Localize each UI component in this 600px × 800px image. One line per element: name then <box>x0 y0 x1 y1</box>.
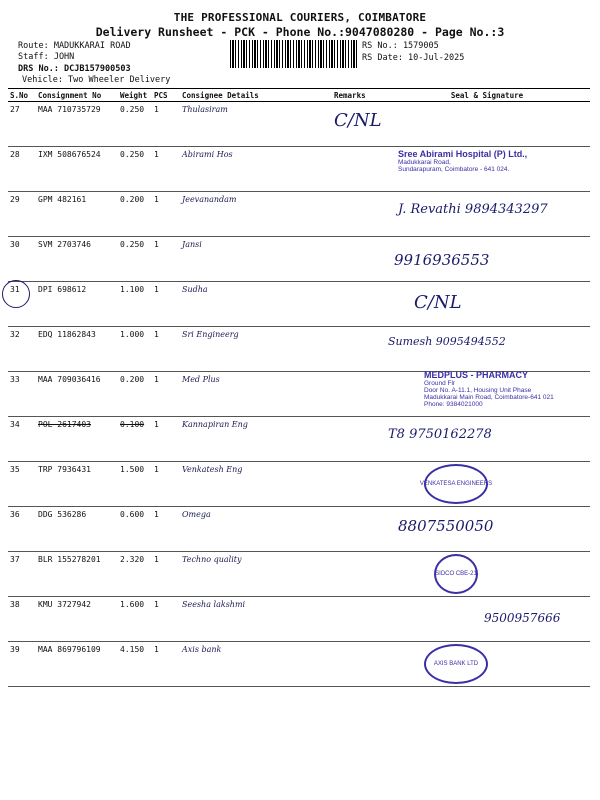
pcs: 1 <box>152 597 180 642</box>
handwritten-note: J. Revathi 9894343297 <box>398 202 548 217</box>
pcs: 1 <box>152 642 180 687</box>
sno: 27 <box>8 102 36 147</box>
table-row <box>8 462 590 507</box>
handwritten-note: 8807550050 <box>398 517 494 535</box>
table-header-row <box>8 89 590 102</box>
hospital-stamp: Sree Abirami Hospital (P) Ltd., Madukkarai Road, Sundarapuram, Coimbatore - 641 024. <box>398 149 528 173</box>
consignee: Seesha lakshmi <box>180 597 332 642</box>
sno: 39 <box>8 642 36 687</box>
drs-number: DRS No.: DCJB157900503 <box>18 64 131 74</box>
consignee: Omega <box>180 507 332 552</box>
col-consignee: Consignee Details <box>180 89 332 102</box>
consignee: Sudha <box>180 282 332 327</box>
signature <box>384 147 590 192</box>
pcs: 1 <box>152 282 180 327</box>
consignment-no: SVM 2703746 <box>36 237 118 282</box>
handwritten-note: C/NL <box>334 110 382 131</box>
company-name: THE PROFESSIONAL COURIERS, COIMBATORE <box>173 11 427 24</box>
col-remarks: Remarks <box>332 89 384 102</box>
handwritten-note: 9500957666 <box>484 611 561 625</box>
pcs: 1 <box>152 327 180 372</box>
sno: 37 <box>8 552 36 597</box>
handwritten-note: T8 9750162278 <box>388 427 492 442</box>
pcs: 1 <box>152 552 180 597</box>
consignment-no: DDG 536286 <box>36 507 118 552</box>
staff-label: Staff: JOHN <box>18 52 75 62</box>
consignment-no: TRP 7936431 <box>36 462 118 507</box>
pharmacy-stamp: MEDPLUS - PHARMACY Ground Flr Door No. A-11.1, Housing Unit Phase Madukkarai Main Road, Coimbatore-641 021 Phone: 9384021000 <box>424 370 554 408</box>
col-sno: S.No <box>8 89 36 102</box>
consignment-no: MAA 710735729 <box>36 102 118 147</box>
consignment-no: MAA 869796109 <box>36 642 118 687</box>
remarks <box>332 192 384 237</box>
consignee: Med Plus <box>180 372 332 417</box>
barcode <box>230 40 358 68</box>
weight: 4.150 <box>118 642 152 687</box>
remarks <box>332 237 384 282</box>
consignee: Techno quality <box>180 552 332 597</box>
consignment-no: DPI 698612 <box>36 282 118 327</box>
bank-stamp: AXIS BANK LTD <box>424 644 488 684</box>
signature <box>334 102 590 147</box>
pcs: 1 <box>152 372 180 417</box>
remarks <box>332 372 384 417</box>
consignee: Kannapiran Eng <box>180 417 332 462</box>
circle-mark <box>2 280 30 308</box>
remarks <box>332 417 384 462</box>
weight: 0.200 <box>118 192 152 237</box>
handwritten-note: 9916936553 <box>394 251 490 269</box>
table-row <box>8 642 590 687</box>
remarks <box>332 327 384 372</box>
weight: 0.250 <box>118 102 152 147</box>
sno: 33 <box>8 372 36 417</box>
consignee: Jansi <box>180 237 332 282</box>
pcs: 1 <box>152 237 180 282</box>
sno: 38 <box>8 597 36 642</box>
signature <box>384 597 590 642</box>
remarks <box>332 507 384 552</box>
table-row <box>8 282 590 327</box>
weight: 1.100 <box>118 282 152 327</box>
weight: 1.500 <box>118 462 152 507</box>
table-row <box>8 507 590 552</box>
consignment-no: MAA 709036416 <box>36 372 118 417</box>
signature <box>384 282 590 327</box>
sno: 29 <box>8 192 36 237</box>
consignment-no: BLR 155278201 <box>36 552 118 597</box>
col-consignment: Consignment No <box>36 89 118 102</box>
sno: 36 <box>8 507 36 552</box>
table-row <box>8 597 590 642</box>
sno: 35 <box>8 462 36 507</box>
col-signature: Seal & Signature <box>384 89 590 102</box>
remarks <box>332 147 384 192</box>
pcs: 1 <box>152 462 180 507</box>
vehicle-label: Vehicle: Two Wheeler Delivery <box>22 75 171 85</box>
signature <box>384 462 590 507</box>
handwritten-note: Sumesh 9095494552 <box>388 335 506 348</box>
engineers-stamp: VENKATESA ENGINEERS <box>424 464 488 504</box>
consignee: Sri Engineerg <box>180 327 332 372</box>
sno: 34 <box>8 417 36 462</box>
consignee: Venkatesh Eng <box>180 462 332 507</box>
pcs: 1 <box>152 102 180 147</box>
route-label: Route: MADUKKARAI ROAD <box>18 41 131 51</box>
rs-date: RS Date: 10-Jul-2025 <box>362 53 465 63</box>
sidco-stamp: SIDCO CBE-21 <box>434 554 478 594</box>
runsheet-title: Delivery Runsheet - PCK - Phone No.:9047080280 - Page No.:3 <box>95 25 505 39</box>
table-row <box>8 102 590 147</box>
weight: 0.100 <box>118 417 152 462</box>
consignee: Thulasiram <box>180 102 332 147</box>
runsheet-table <box>8 88 590 687</box>
weight: 0.250 <box>118 147 152 192</box>
table-row <box>8 327 590 372</box>
pcs: 1 <box>152 417 180 462</box>
weight: 1.600 <box>118 597 152 642</box>
consignment-no: POL 2617403 <box>36 417 118 462</box>
table-row <box>8 372 590 417</box>
signature <box>384 507 590 552</box>
consignee: Axis bank <box>180 642 332 687</box>
weight: 0.600 <box>118 507 152 552</box>
remarks <box>332 552 384 597</box>
handwritten-note: C/NL <box>414 292 462 313</box>
pcs: 1 <box>152 507 180 552</box>
table-row <box>8 417 590 462</box>
signature <box>384 417 590 462</box>
remarks <box>332 597 384 642</box>
consignment-no: EDQ 11862843 <box>36 327 118 372</box>
signature <box>384 372 590 417</box>
remarks <box>332 642 384 687</box>
signature <box>384 552 590 597</box>
table-row <box>8 552 590 597</box>
sno: 28 <box>8 147 36 192</box>
remarks <box>332 462 384 507</box>
col-weight: Weight <box>118 89 152 102</box>
sno: 31 <box>8 282 36 327</box>
table-row <box>8 192 590 237</box>
signature <box>384 642 590 687</box>
consignee: Jeevanandam <box>180 192 332 237</box>
rs-number: RS No.: 1579005 <box>362 41 439 51</box>
weight: 0.250 <box>118 237 152 282</box>
col-pcs: PCS <box>152 89 180 102</box>
sno: 30 <box>8 237 36 282</box>
signature <box>384 192 590 237</box>
pcs: 1 <box>152 147 180 192</box>
consignment-no: IXM 508676524 <box>36 147 118 192</box>
weight: 1.000 <box>118 327 152 372</box>
remarks <box>332 282 384 327</box>
table-row <box>8 147 590 192</box>
consignment-no: GPM 482161 <box>36 192 118 237</box>
weight: 0.200 <box>118 372 152 417</box>
sno: 32 <box>8 327 36 372</box>
consignee: Abirami Hos <box>180 147 332 192</box>
table-row <box>8 237 590 282</box>
consignment-no: KMU 3727942 <box>36 597 118 642</box>
pcs: 1 <box>152 192 180 237</box>
signature <box>384 327 590 372</box>
signature <box>384 237 590 282</box>
weight: 2.320 <box>118 552 152 597</box>
